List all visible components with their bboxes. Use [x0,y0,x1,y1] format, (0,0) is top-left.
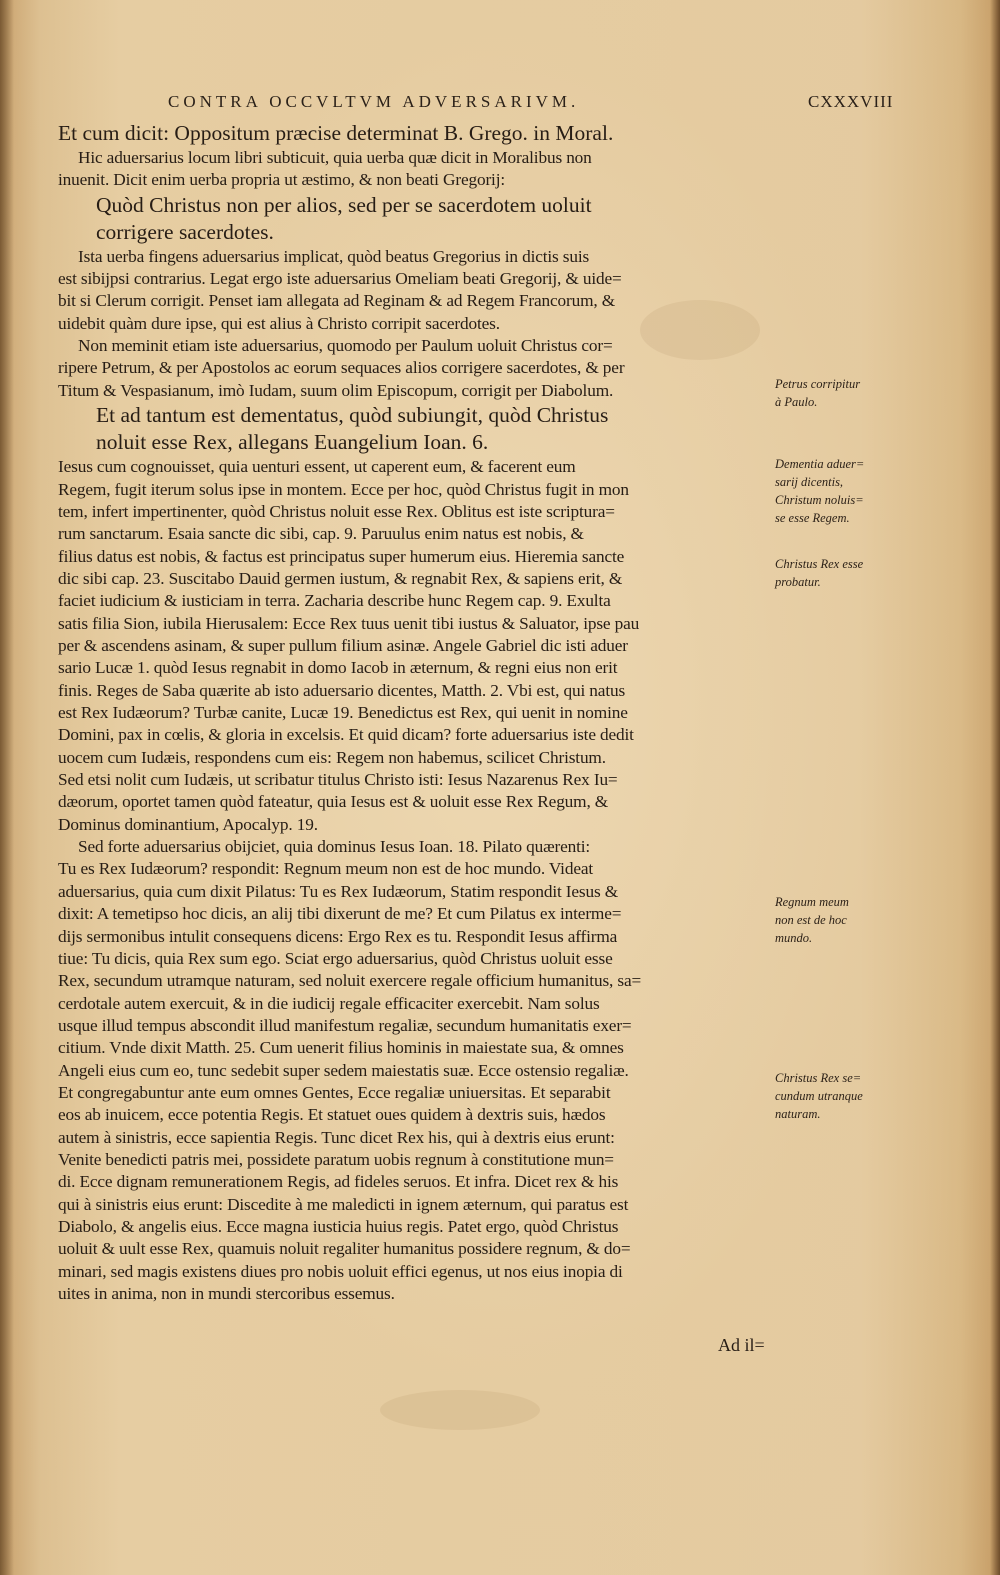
margin-note-line: probatur. [775,575,821,589]
heading-line: corrigere sacerdotes. [96,219,274,244]
text-line: tiue: Tu dicis, quia Rex sum ego. Sciat ergo aduersarius, quòd Christus uoluit esse [58,948,613,968]
margin-notes [775,370,905,1130]
text-line: Rex, secundum utramque naturam, sed noluit exercere regale officium humanitus, sa= [58,971,642,991]
margin-note-line: mundo. [775,931,813,945]
text-line: Titum & Vespasianum, imò Iudam, suum olim Episcopum, corrigit per Diabolum. [58,380,614,400]
text-line: Iesus cum cognouisset, quia uenturi essent, ut caperent eum, & facerent eum [58,457,576,477]
heading-line: Quòd Christus non per alios, sed per se sacerdotem uoluit [96,192,592,217]
margin-note-line: à Paulo. [775,395,818,409]
text-line: Diabolo, & angelis eius. Ecce magna iusticia huius regis. Patet ergo, quòd Christus [58,1217,619,1237]
text-line: di. Ecce dignam remunerationem Regis, ad fideles seruos. Et infra. Dicet rex & his [58,1172,619,1192]
heading-line: noluit esse Rex, allegans Euangelium Ioan. 6. [96,430,489,455]
margin-note-line: cundum utranque [775,1089,863,1103]
text-line: dic sibi cap. 23. Suscitabo Dauid germen iustum, & regnabit Rex, & sapiens erit, & [58,568,623,588]
text-line: Hic aduersarius locum libri subticuit, quia uerba quæ dicit in Moralibus non [78,148,592,167]
text-line: finis. Reges de Saba quærite ab isto aduersario dicentes, Matth. 2. Vbi est, qui natus [58,680,626,700]
text-line: rum sanctarum. Esaia sancte dic sibi, cap. 9. Paruulus enim natus est nobis, & [58,524,584,544]
margin-note-line: Dementia aduer= [775,457,865,471]
text-line: uites in anima, non in mundi stercoribus essemus. [58,1284,395,1304]
heading-line: Et ad tantum est dementatus, quòd subiungit, quòd Christus [96,403,609,428]
text-line: Ista uerba fingens aduersarius implicat, quòd beatus Gregorius in dictis suis [78,246,590,266]
text-line: satis filia Sion, iubila Hierusalem: Ecce Rex tuus uenit tibi iustus & Saluator, ipse pau [58,613,640,633]
text-line: est sibijpsi contrarius. Legat ergo iste aduersarius Omeliam beati Gregorij, & uide= [58,269,622,289]
running-head: CONTRA OCCVLTVM ADVERSARIVM. [168,92,580,111]
text-line: uidebit quàm dure ipse, qui est alius à Christo corripit sacerdotes. [58,313,500,333]
catchword: Ad il= [718,1335,765,1355]
text-line: aduersarius, quia cum dixit Pilatus: Tu es Rex Iudæorum, Statim respondit Iesus & [58,881,619,901]
text-line: minari, sed magis existens diues pro nobis uoluit effici egenus, ut nos eius inopia di [58,1261,623,1281]
text-line: citium. Vnde dixit Matth. 25. Cum uenerit filius hominis in maiestate sua, & omnes [58,1038,624,1058]
text-line: inuenit. Dicit enim uerba propria ut æstimo, & non beati Gregorij: [58,170,505,190]
text-line: qui à sinistris eius erunt: Discedite à me maledicti in ignem æternum, qui paratus est [58,1194,629,1214]
text-line: faciet iudicium & iusticiam in terra. Zacharia describe hunc Regem cap. 9. Exulta [58,591,611,611]
text-line: per & ascendens asinam, & super pullum filium asinæ. Angele Gabriel dic isti aduer [58,635,628,655]
text-line: tem, infert impertinenter, quòd Christus noluit esse Rex. Oblitus est iste scriptura= [58,501,615,521]
text-line: Dominus dominantium, Apocalyp. 19. [58,814,318,834]
text-line: Regem, fugit iterum solus ipse in montem. Ecce per hoc, quòd Christus fugit in mon [58,479,629,499]
text-line: ripere Petrum, & per Apostolos ac eorum sequaces alios corrigere sacerdotes, & per [58,358,625,378]
text-line: autem à sinistris, ecce sapientia Regis. Tunc dicet Rex his, qui à dextris eius erunt: [58,1127,615,1147]
text-line: cerdotale autem exercuit, & in die iudicij regale efficaciter exercebit. Nam solus [58,993,600,1013]
margin-note-line: Christum noluis= [775,493,864,507]
paper-stain [380,1390,540,1430]
heading-line: Et cum dicit: Oppositum præcise determinat B. Grego. in Moral. [58,121,614,145]
text-line: dixit: A temetipso hoc dicis, an alij tibi dixerunt de me? Et cum Pilatus ex interme= [58,904,622,924]
text-line: dæorum, oportet tamen quòd fateatur, quia Iesus est & uoluit esse Rex Regum, & [58,792,609,812]
margin-note-line: Petrus corripitur [775,377,861,391]
text-line: dijs sermonibus intulit consequens dicens: Ergo Rex es tu. Respondit Iesus affirma [58,926,618,946]
text-line: usque illud tempus abscondit illud manifestum regaliæ, secundum humanitatis exer= [58,1015,632,1035]
text-line: Sed forte aduersarius obijciet, quia dominus Iesus Ioan. 18. Pilato quærenti: [78,837,591,857]
text-line: Tu es Rex Iudæorum? respondit: Regnum meum non est de hoc mundo. Videat [58,859,594,879]
text-line: est Rex Iudæorum? Turbæ canite, Lucæ 19. Benedictus est Rex, qui uenit in nomine [58,703,628,722]
folio-number: CXXXVIII [808,92,894,111]
margin-note-line: naturam. [775,1107,821,1121]
margin-note-line: se esse Regem. [775,511,850,525]
margin-note-line: Regnum meum [775,895,849,909]
text-line: uocem cum Iudæis, respondens cum eis: Regem non habemus, scilicet Christum. [58,747,606,767]
margin-note-line: non est de hoc [775,913,847,927]
text-line: Sed etsi nolit cum Iudæis, ut scribatur titulus Christo isti: Iesus Nazarenus Rex Iu= [58,770,618,790]
text-line: filius datus est nobis, & factus est principatus super humerum eius. Hieremia sancte [58,546,625,566]
text-line: Et congregabuntur ante eum omnes Gentes, Ecce regaliæ uniuersitas. Et separabit [58,1082,611,1102]
text-line: Non meminit etiam iste aduersarius, quomodo per Paulum uoluit Christus cor= [78,336,613,356]
paper-stain [640,300,760,360]
text-line: bit si Clerum corrigit. Penset iam allegata ad Reginam & ad Regem Francorum, & [58,291,616,311]
text-line: eos ab inuicem, ecce potentia Regis. Et statuet oues quidem à dextris suis, hædos [58,1105,606,1125]
text-line: Angeli eius cum eo, tunc sedebit super sedem maiestatis suæ. Ecce ostensio regaliæ. [58,1060,629,1080]
text-line: Venite benedicti patris mei, possidete paratum uobis regnum à constitutione mun= [58,1150,614,1169]
text-line: uoluit & uult esse Rex, quamuis noluit regaliter humanitus possidere regnum, & do= [58,1239,631,1259]
margin-note-line: Christus Rex esse [775,557,864,571]
text-line: Domini, pax in cœlis, & gloria in excelsis. Et quid dicam? forte aduersarius iste dedit [58,725,634,745]
margin-note-line: Christus Rex se= [775,1071,862,1085]
margin-note-line: sarij dicentis, [775,475,844,489]
text-line: sario Lucæ 1. quòd Iesus regnabit in domo Iacob in æternum, & regni eius non erit [58,658,618,678]
